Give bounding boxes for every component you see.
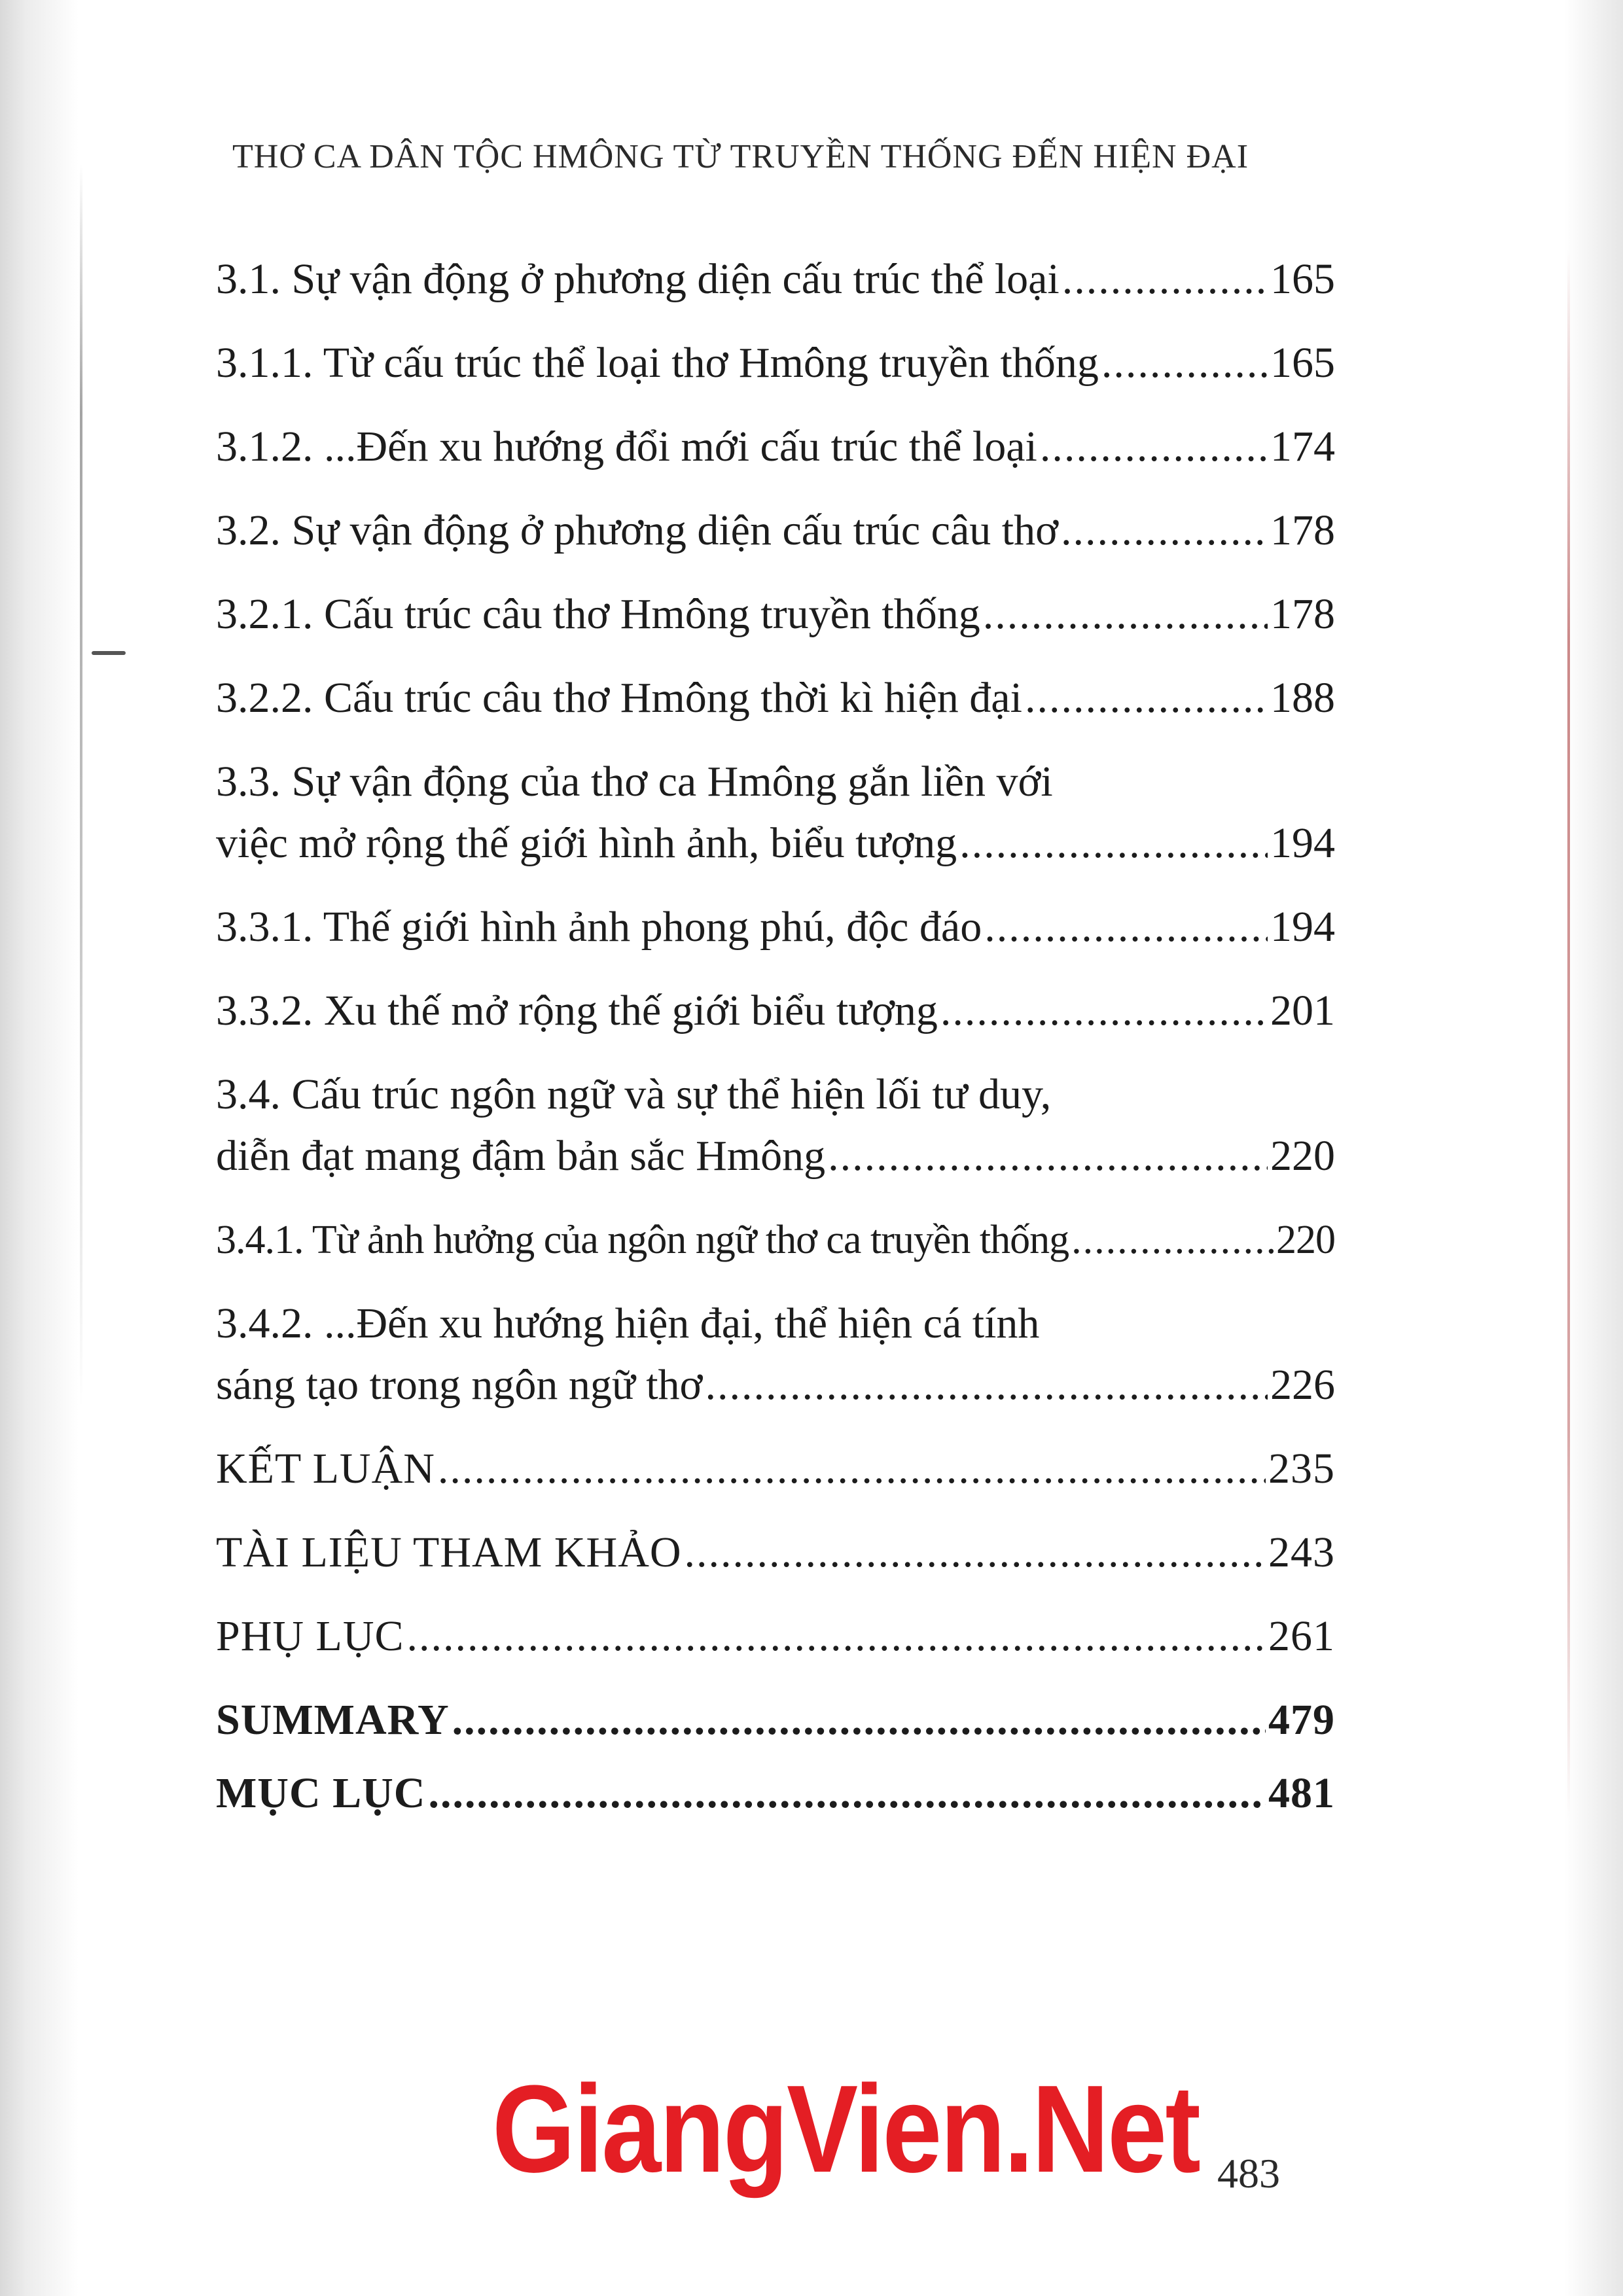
toc-entry-page: 220: [1270, 1132, 1335, 1180]
toc-entry[interactable]: [216, 584, 1335, 645]
toc-entry-title: 3.2.2. Cấu trúc câu thơ Hmông thời kì hiện đại: [216, 674, 1022, 722]
toc-entry-title: MỤC LỤC: [216, 1769, 426, 1817]
toc-entry-page: 165: [1270, 339, 1335, 387]
toc-entry-title-line1: 3.3. Sự vận động của thơ ca Hmông gắn liền với: [216, 758, 1053, 805]
toc-entry-page: 194: [1270, 903, 1335, 951]
toc-entry-page: 481: [1268, 1769, 1335, 1817]
toc-entry[interactable]: [216, 1438, 1335, 1500]
toc-entry[interactable]: [216, 751, 1335, 874]
dot-leader: [705, 1354, 1268, 1416]
toc-entry-page: 243: [1268, 1528, 1335, 1576]
page-number: 483: [1217, 2150, 1280, 2197]
toc-entry-title-line1: 3.4.2. ...Đến xu hướng hiện đại, thể hiện cá tính: [216, 1299, 1040, 1347]
dot-leader: [940, 980, 1268, 1042]
toc-entry-title: 3.1.2. ...Đến xu hướng đổi mới cấu trúc thể loại: [216, 423, 1037, 470]
toc-entry-title: 3.1.1. Từ cấu trúc thể loại thơ Hmông truyền thống: [216, 339, 1099, 387]
table-of-contents: [216, 249, 1335, 1846]
toc-entry[interactable]: [216, 1763, 1335, 1824]
toc-entry[interactable]: [216, 249, 1335, 310]
toc-entry[interactable]: [216, 896, 1335, 958]
toc-entry[interactable]: [216, 1689, 1335, 1751]
dot-leader: [983, 584, 1268, 645]
dot-leader: [452, 1689, 1266, 1751]
toc-entry-title: 3.3.1. Thế giới hình ảnh phong phú, độc đáo: [216, 903, 982, 951]
dot-leader: [1071, 1209, 1274, 1271]
toc-entry-page: 165: [1270, 255, 1335, 303]
toc-entry-title: KẾT LUẬN: [216, 1445, 435, 1492]
toc-entry-page: 201: [1270, 987, 1335, 1034]
dot-leader: [1061, 500, 1268, 561]
toc-entry-page: 220: [1276, 1218, 1335, 1262]
dot-leader: [1040, 416, 1268, 478]
dot-leader: [1025, 667, 1268, 729]
toc-entry-page: 178: [1270, 590, 1335, 638]
page-left-edge: [0, 0, 79, 2296]
dot-leader: [1101, 332, 1268, 394]
dot-leader: [828, 1125, 1268, 1187]
toc-entry[interactable]: [216, 332, 1335, 394]
toc-entry-page: 188: [1270, 674, 1335, 722]
page-right-edge: [1564, 0, 1623, 2296]
toc-entry-page: 226: [1270, 1361, 1335, 1409]
toc-entry[interactable]: [216, 416, 1335, 478]
toc-entry-page: 194: [1270, 819, 1335, 867]
toc-entry-page: 174: [1270, 423, 1335, 470]
toc-entry-page: 479: [1268, 1696, 1335, 1744]
toc-entry-page: 235: [1268, 1445, 1335, 1492]
dot-leader: [984, 896, 1268, 958]
toc-entry-page: 178: [1270, 506, 1335, 554]
running-header: THƠ CA DÂN TỘC HMÔNG TỪ TRUYỀN THỐNG ĐẾN HIỆN ĐẠI: [232, 138, 1249, 175]
toc-entry-title: 3.2.1. Cấu trúc câu thơ Hmông truyền thống: [216, 590, 980, 638]
toc-entry[interactable]: [216, 1064, 1335, 1187]
toc-entry-title: 3.3.2. Xu thế mở rộng thế giới biểu tượng: [216, 987, 938, 1034]
dot-leader: [685, 1522, 1266, 1583]
toc-entry-title: TÀI LIỆU THAM KHẢO: [216, 1528, 682, 1576]
toc-entry-title: SUMMARY: [216, 1696, 450, 1744]
dot-leader: [438, 1438, 1266, 1500]
dot-leader: [1062, 249, 1268, 310]
toc-entry[interactable]: [216, 667, 1335, 729]
watermark-logo: GiangVien.Net: [492, 2060, 1200, 2199]
binding-shadow: [80, 164, 82, 1407]
toc-entry-title: PHỤ LỤC: [216, 1612, 404, 1660]
toc-entry-title: 3.4.1. Từ ảnh hưởng của ngôn ngữ thơ ca truyền thống: [216, 1218, 1069, 1262]
dot-leader: [959, 813, 1268, 874]
scan-mark: [92, 651, 126, 655]
toc-entry[interactable]: [216, 980, 1335, 1042]
toc-entry-title: việc mở rộng thế giới hình ảnh, biểu tượng: [216, 819, 957, 867]
toc-entry-title: 3.2. Sự vận động ở phương diện cấu trúc câu thơ: [216, 506, 1058, 554]
toc-entry[interactable]: [216, 1293, 1335, 1416]
toc-entry-page: 261: [1268, 1612, 1335, 1660]
toc-entry-title: sáng tạo trong ngôn ngữ thơ: [216, 1361, 703, 1409]
toc-entry-title: 3.1. Sự vận động ở phương diện cấu trúc thể loại: [216, 255, 1060, 303]
dot-leader: [428, 1763, 1266, 1824]
toc-entry[interactable]: [216, 1209, 1335, 1271]
toc-entry[interactable]: [216, 1606, 1335, 1667]
toc-entry[interactable]: [216, 1522, 1335, 1583]
page-edge-line: [1567, 249, 1570, 1819]
toc-entry[interactable]: [216, 500, 1335, 561]
toc-entry-title: diễn đạt mang đậm bản sắc Hmông: [216, 1132, 826, 1180]
toc-entry-title-line1: 3.4. Cấu trúc ngôn ngữ và sự thể hiện lối tư duy,: [216, 1070, 1052, 1118]
dot-leader: [407, 1606, 1266, 1667]
